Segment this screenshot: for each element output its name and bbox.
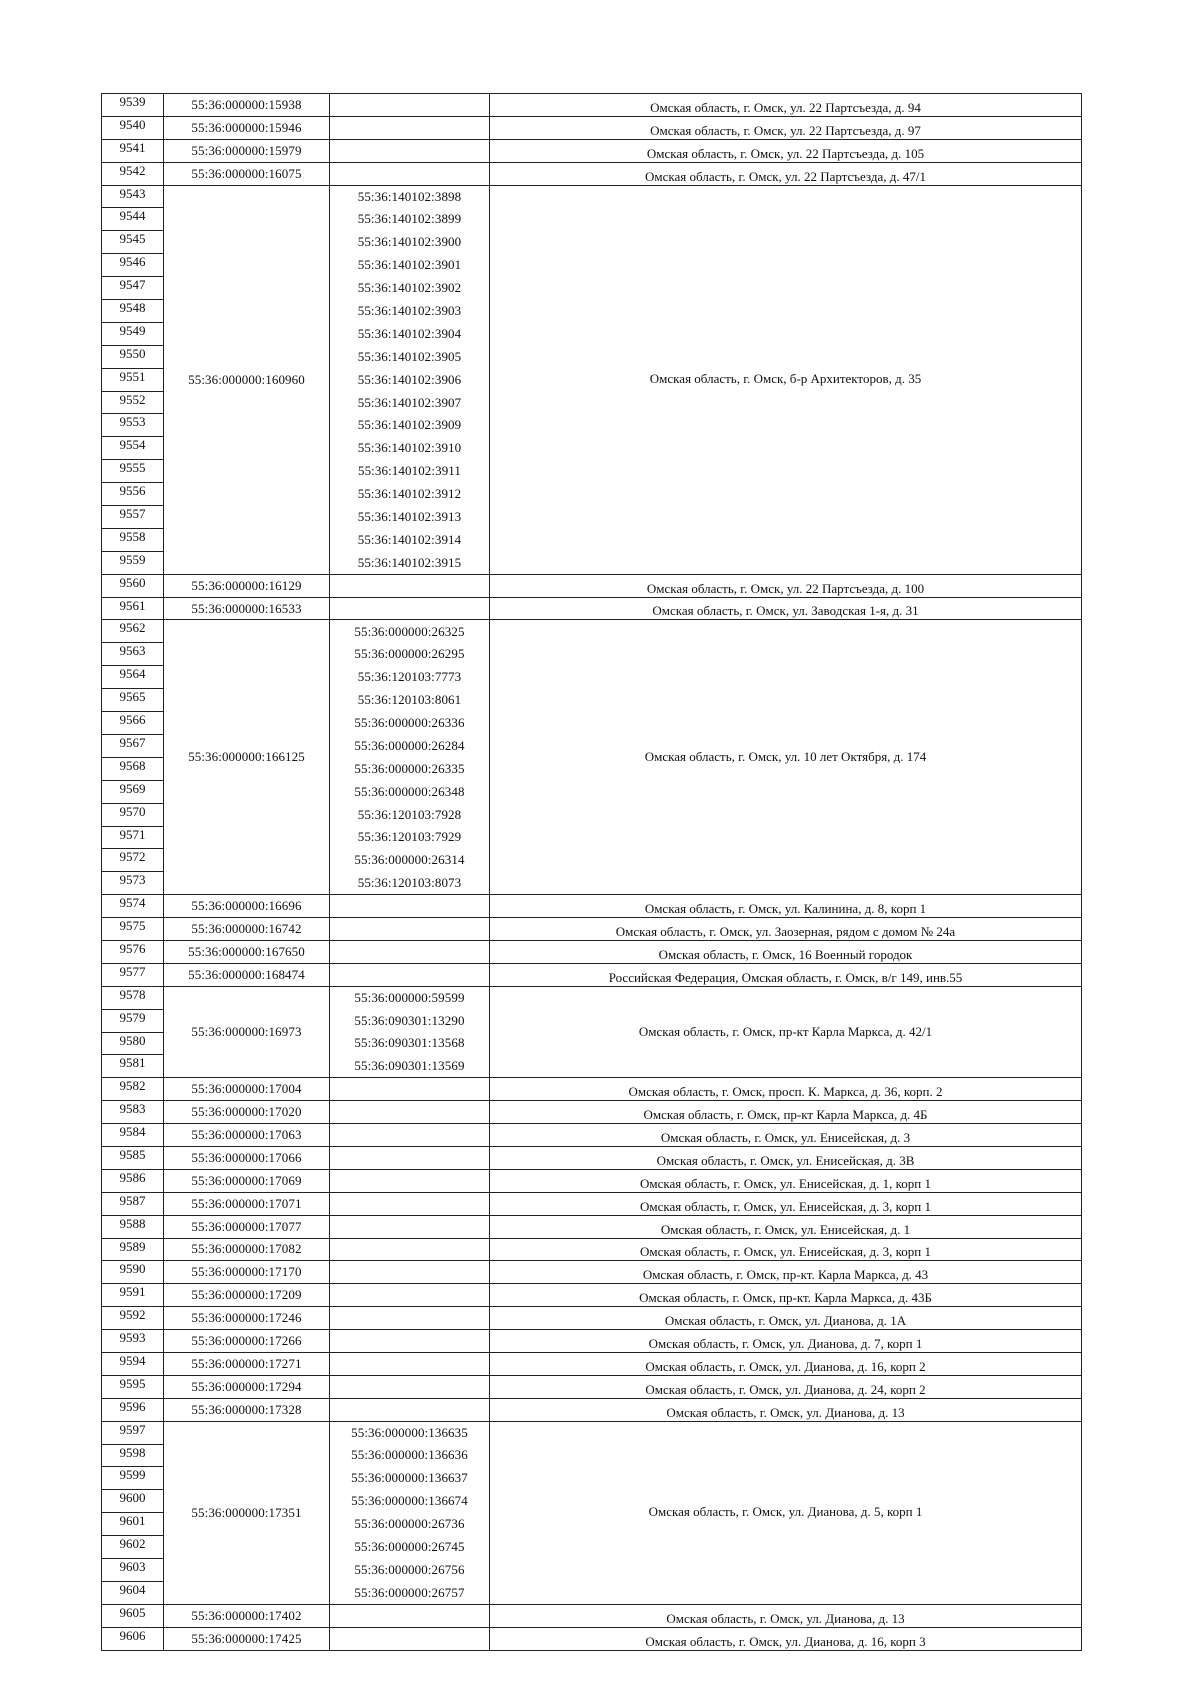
address-cell: Омская область, г. Омск, ул. Дианова, д. 5, корп 1 — [490, 1421, 1082, 1604]
row-number-cell: 9587 — [102, 1192, 164, 1215]
address-cell: Омская область, г. Омск, ул. Дианова, д. 13 — [490, 1398, 1082, 1421]
sub-cadastral-number-cell: 55:36:140102:3901 — [330, 254, 490, 277]
cadastral-number-cell: 55:36:000000:16129 — [164, 574, 330, 597]
address-cell: Омская область, г. Омск, ул. Дианова, д. 1А — [490, 1307, 1082, 1330]
cadastral-number-cell: 55:36:000000:17402 — [164, 1604, 330, 1627]
sub-cadastral-number-cell — [330, 1352, 490, 1375]
table-row — [102, 1101, 1082, 1124]
sub-cadastral-number-cell: 55:36:000000:136635 — [330, 1421, 490, 1444]
sub-cadastral-number-cell — [330, 1238, 490, 1261]
table-row — [102, 940, 1082, 963]
address-cell: Омская область, г. Омск, ул. 22 Партсъезда, д. 105 — [490, 139, 1082, 162]
row-number-cell: 9571 — [102, 826, 164, 849]
row-number-cell: 9602 — [102, 1536, 164, 1559]
registry-table — [101, 93, 1082, 1651]
sub-cadastral-number-cell — [330, 895, 490, 918]
cadastral-number-cell: 55:36:000000:16075 — [164, 162, 330, 185]
sub-cadastral-number-cell: 55:36:000000:26284 — [330, 734, 490, 757]
row-number-cell: 9546 — [102, 254, 164, 277]
sub-cadastral-number-cell: 55:36:140102:3914 — [330, 528, 490, 551]
cadastral-number-cell: 55:36:000000:17071 — [164, 1192, 330, 1215]
sub-cadastral-number-cell — [330, 1261, 490, 1284]
table-row — [102, 1398, 1082, 1421]
sub-cadastral-number-cell: 55:36:140102:3899 — [330, 208, 490, 231]
address-cell: Омская область, г. Омск, ул. Калинина, д. 8, корп 1 — [490, 895, 1082, 918]
row-number-cell: 9566 — [102, 712, 164, 735]
row-number-cell: 9603 — [102, 1559, 164, 1582]
row-number-cell: 9570 — [102, 803, 164, 826]
address-cell: Омская область, г. Омск, ул. 22 Партсъезда, д. 100 — [490, 574, 1082, 597]
table-row — [102, 986, 1082, 1009]
address-cell: Омская область, г. Омск, ул. 22 Партсъезда, д. 94 — [490, 94, 1082, 117]
sub-cadastral-number-cell — [330, 1307, 490, 1330]
row-number-cell: 9556 — [102, 483, 164, 506]
table-row — [102, 139, 1082, 162]
sub-cadastral-number-cell: 55:36:140102:3907 — [330, 391, 490, 414]
row-number-cell: 9540 — [102, 116, 164, 139]
sub-cadastral-number-cell — [330, 1192, 490, 1215]
row-number-cell: 9554 — [102, 437, 164, 460]
row-number-cell: 9597 — [102, 1421, 164, 1444]
cadastral-number-cell: 55:36:000000:16533 — [164, 597, 330, 620]
row-number-cell: 9605 — [102, 1604, 164, 1627]
row-number-cell: 9600 — [102, 1490, 164, 1513]
sub-cadastral-number-cell: 55:36:000000:26336 — [330, 712, 490, 735]
row-number-cell: 9578 — [102, 986, 164, 1009]
sub-cadastral-number-cell: 55:36:090301:13569 — [330, 1055, 490, 1078]
cadastral-number-cell: 55:36:000000:17246 — [164, 1307, 330, 1330]
row-number-cell: 9592 — [102, 1307, 164, 1330]
row-number-cell: 9561 — [102, 597, 164, 620]
cadastral-number-cell: 55:36:000000:17170 — [164, 1261, 330, 1284]
row-number-cell: 9559 — [102, 551, 164, 574]
sub-cadastral-number-cell — [330, 1101, 490, 1124]
address-cell: Омская область, г. Омск, ул. Дианова, д. 16, корп 2 — [490, 1352, 1082, 1375]
row-number-cell: 9581 — [102, 1055, 164, 1078]
sub-cadastral-number-cell — [330, 597, 490, 620]
table-row — [102, 1627, 1082, 1650]
row-number-cell: 9582 — [102, 1078, 164, 1101]
address-cell: Омская область, г. Омск, ул. Дианова, д. 16, корп 3 — [490, 1627, 1082, 1650]
sub-cadastral-number-cell: 55:36:140102:3902 — [330, 277, 490, 300]
address-cell: Омская область, г. Омск, ул. Енисейская, д. 3, корп 1 — [490, 1192, 1082, 1215]
sub-cadastral-number-cell — [330, 1146, 490, 1169]
table-row — [102, 116, 1082, 139]
address-cell: Омская область, г. Омск, ул. Заозерная, рядом с домом № 24а — [490, 918, 1082, 941]
address-cell: Омская область, г. Омск, ул. Енисейская, д. 3 — [490, 1124, 1082, 1147]
row-number-cell: 9568 — [102, 757, 164, 780]
cadastral-number-cell: 55:36:000000:17069 — [164, 1169, 330, 1192]
row-number-cell: 9552 — [102, 391, 164, 414]
registry-table-body — [102, 94, 1082, 1651]
sub-cadastral-number-cell — [330, 1375, 490, 1398]
cadastral-number-cell: 55:36:000000:17066 — [164, 1146, 330, 1169]
sub-cadastral-number-cell: 55:36:140102:3898 — [330, 185, 490, 208]
table-row — [102, 1078, 1082, 1101]
row-number-cell: 9586 — [102, 1169, 164, 1192]
cadastral-number-cell: 55:36:000000:16742 — [164, 918, 330, 941]
table-row — [102, 1375, 1082, 1398]
cadastral-number-cell: 55:36:000000:160960 — [164, 185, 330, 574]
cadastral-number-cell: 55:36:000000:17020 — [164, 1101, 330, 1124]
address-cell: Омская область, г. Омск, ул. Енисейская, д. 3, корп 1 — [490, 1238, 1082, 1261]
row-number-cell: 9579 — [102, 1009, 164, 1032]
sub-cadastral-number-cell: 55:36:000000:26745 — [330, 1536, 490, 1559]
table-row — [102, 1284, 1082, 1307]
row-number-cell: 9591 — [102, 1284, 164, 1307]
row-number-cell: 9545 — [102, 231, 164, 254]
cadastral-number-cell: 55:36:000000:167650 — [164, 940, 330, 963]
address-cell: Омская область, г. Омск, ул. Дианова, д. 13 — [490, 1604, 1082, 1627]
row-number-cell: 9543 — [102, 185, 164, 208]
sub-cadastral-number-cell: 55:36:140102:3904 — [330, 322, 490, 345]
address-cell: Омская область, г. Омск, ул. 22 Партсъезда, д. 47/1 — [490, 162, 1082, 185]
address-cell: Российская Федерация, Омская область, г. Омск, в/г 149, инв.55 — [490, 963, 1082, 986]
cadastral-number-cell: 55:36:000000:168474 — [164, 963, 330, 986]
cadastral-number-cell: 55:36:000000:17266 — [164, 1330, 330, 1353]
sub-cadastral-number-cell: 55:36:140102:3911 — [330, 460, 490, 483]
sub-cadastral-number-cell: 55:36:140102:3906 — [330, 368, 490, 391]
row-number-cell: 9550 — [102, 345, 164, 368]
cadastral-number-cell: 55:36:000000:17425 — [164, 1627, 330, 1650]
row-number-cell: 9598 — [102, 1444, 164, 1467]
row-number-cell: 9580 — [102, 1032, 164, 1055]
row-number-cell: 9576 — [102, 940, 164, 963]
address-cell: Омская область, г. Омск, ул. Енисейская, д. 1, корп 1 — [490, 1169, 1082, 1192]
table-row — [102, 963, 1082, 986]
cadastral-number-cell: 55:36:000000:17328 — [164, 1398, 330, 1421]
sub-cadastral-number-cell: 55:36:120103:7929 — [330, 826, 490, 849]
sub-cadastral-number-cell — [330, 139, 490, 162]
row-number-cell: 9567 — [102, 734, 164, 757]
row-number-cell: 9539 — [102, 94, 164, 117]
cadastral-number-cell: 55:36:000000:15979 — [164, 139, 330, 162]
sub-cadastral-number-cell: 55:36:140102:3913 — [330, 506, 490, 529]
table-row — [102, 1124, 1082, 1147]
table-row — [102, 1215, 1082, 1238]
sub-cadastral-number-cell: 55:36:140102:3910 — [330, 437, 490, 460]
sub-cadastral-number-cell — [330, 918, 490, 941]
row-number-cell: 9555 — [102, 460, 164, 483]
cadastral-number-cell: 55:36:000000:17271 — [164, 1352, 330, 1375]
table-row — [102, 895, 1082, 918]
row-number-cell: 9562 — [102, 620, 164, 643]
row-number-cell: 9589 — [102, 1238, 164, 1261]
table-row — [102, 574, 1082, 597]
table-row — [102, 185, 1082, 208]
sub-cadastral-number-cell — [330, 1078, 490, 1101]
cadastral-number-cell: 55:36:000000:15946 — [164, 116, 330, 139]
sub-cadastral-number-cell: 55:36:000000:26325 — [330, 620, 490, 643]
row-number-cell: 9564 — [102, 666, 164, 689]
row-number-cell: 9596 — [102, 1398, 164, 1421]
address-cell: Омская область, г. Омск, пр-кт. Карла Маркса, д. 43Б — [490, 1284, 1082, 1307]
table-row — [102, 1307, 1082, 1330]
address-cell: Омская область, г. Омск, ул. 22 Партсъезда, д. 97 — [490, 116, 1082, 139]
table-row — [102, 162, 1082, 185]
sub-cadastral-number-cell: 55:36:000000:26295 — [330, 643, 490, 666]
address-cell: Омская область, г. Омск, пр-кт. Карла Маркса, д. 43 — [490, 1261, 1082, 1284]
sub-cadastral-number-cell: 55:36:120103:7928 — [330, 803, 490, 826]
row-number-cell: 9574 — [102, 895, 164, 918]
cadastral-number-cell: 55:36:000000:16973 — [164, 986, 330, 1078]
row-number-cell: 9551 — [102, 368, 164, 391]
address-cell: Омская область, г. Омск, 16 Военный городок — [490, 940, 1082, 963]
table-row — [102, 620, 1082, 643]
sub-cadastral-number-cell — [330, 1627, 490, 1650]
row-number-cell: 9569 — [102, 780, 164, 803]
sub-cadastral-number-cell — [330, 1169, 490, 1192]
sub-cadastral-number-cell — [330, 1215, 490, 1238]
address-cell: Омская область, г. Омск, ул. Енисейская, д. 1 — [490, 1215, 1082, 1238]
sub-cadastral-number-cell — [330, 940, 490, 963]
row-number-cell: 9547 — [102, 277, 164, 300]
address-cell: Омская область, г. Омск, пр-кт Карла Маркса, д. 4Б — [490, 1101, 1082, 1124]
row-number-cell: 9601 — [102, 1513, 164, 1536]
row-number-cell: 9541 — [102, 139, 164, 162]
sub-cadastral-number-cell: 55:36:120103:7773 — [330, 666, 490, 689]
sub-cadastral-number-cell: 55:36:120103:8061 — [330, 689, 490, 712]
sub-cadastral-number-cell — [330, 1398, 490, 1421]
table-row — [102, 1192, 1082, 1215]
sub-cadastral-number-cell: 55:36:140102:3915 — [330, 551, 490, 574]
table-row — [102, 1238, 1082, 1261]
sub-cadastral-number-cell: 55:36:000000:26756 — [330, 1559, 490, 1582]
sub-cadastral-number-cell: 55:36:140102:3912 — [330, 483, 490, 506]
sub-cadastral-number-cell — [330, 116, 490, 139]
sub-cadastral-number-cell — [330, 162, 490, 185]
sub-cadastral-number-cell: 55:36:000000:26736 — [330, 1513, 490, 1536]
address-cell: Омская область, г. Омск, пр-кт Карла Маркса, д. 42/1 — [490, 986, 1082, 1078]
row-number-cell: 9588 — [102, 1215, 164, 1238]
cadastral-number-cell: 55:36:000000:17082 — [164, 1238, 330, 1261]
address-cell: Омская область, г. Омск, ул. Енисейская, д. 3В — [490, 1146, 1082, 1169]
cadastral-number-cell: 55:36:000000:16696 — [164, 895, 330, 918]
row-number-cell: 9595 — [102, 1375, 164, 1398]
row-number-cell: 9604 — [102, 1581, 164, 1604]
table-row — [102, 1352, 1082, 1375]
row-number-cell: 9558 — [102, 528, 164, 551]
sub-cadastral-number-cell: 55:36:140102:3900 — [330, 231, 490, 254]
row-number-cell: 9553 — [102, 414, 164, 437]
sub-cadastral-number-cell: 55:36:000000:26335 — [330, 757, 490, 780]
cadastral-number-cell: 55:36:000000:17063 — [164, 1124, 330, 1147]
sub-cadastral-number-cell: 55:36:000000:59599 — [330, 986, 490, 1009]
table-row — [102, 597, 1082, 620]
table-row — [102, 1146, 1082, 1169]
row-number-cell: 9606 — [102, 1627, 164, 1650]
cadastral-number-cell: 55:36:000000:17209 — [164, 1284, 330, 1307]
sub-cadastral-number-cell: 55:36:140102:3903 — [330, 300, 490, 323]
cadastral-number-cell: 55:36:000000:17004 — [164, 1078, 330, 1101]
sub-cadastral-number-cell: 55:36:120103:8073 — [330, 872, 490, 895]
address-cell: Омская область, г. Омск, б-р Архитекторов, д. 35 — [490, 185, 1082, 574]
row-number-cell: 9575 — [102, 918, 164, 941]
sub-cadastral-number-cell: 55:36:140102:3905 — [330, 345, 490, 368]
sub-cadastral-number-cell: 55:36:000000:136637 — [330, 1467, 490, 1490]
row-number-cell: 9599 — [102, 1467, 164, 1490]
row-number-cell: 9585 — [102, 1146, 164, 1169]
row-number-cell: 9584 — [102, 1124, 164, 1147]
table-row — [102, 1169, 1082, 1192]
sub-cadastral-number-cell: 55:36:000000:26348 — [330, 780, 490, 803]
sub-cadastral-number-cell — [330, 963, 490, 986]
address-cell: Омская область, г. Омск, ул. 10 лет Октября, д. 174 — [490, 620, 1082, 895]
row-number-cell: 9573 — [102, 872, 164, 895]
sub-cadastral-number-cell — [330, 1284, 490, 1307]
sub-cadastral-number-cell: 55:36:000000:26757 — [330, 1581, 490, 1604]
sub-cadastral-number-cell: 55:36:000000:136674 — [330, 1490, 490, 1513]
row-number-cell: 9557 — [102, 506, 164, 529]
address-cell: Омская область, г. Омск, ул. Дианова, д. 7, корп 1 — [490, 1330, 1082, 1353]
table-row — [102, 918, 1082, 941]
sub-cadastral-number-cell — [330, 94, 490, 117]
row-number-cell: 9577 — [102, 963, 164, 986]
sub-cadastral-number-cell: 55:36:090301:13568 — [330, 1032, 490, 1055]
sub-cadastral-number-cell: 55:36:000000:136636 — [330, 1444, 490, 1467]
table-row — [102, 1604, 1082, 1627]
row-number-cell: 9593 — [102, 1330, 164, 1353]
row-number-cell: 9548 — [102, 300, 164, 323]
table-row — [102, 1261, 1082, 1284]
cadastral-number-cell: 55:36:000000:17351 — [164, 1421, 330, 1604]
cadastral-number-cell: 55:36:000000:17294 — [164, 1375, 330, 1398]
cadastral-number-cell: 55:36:000000:15938 — [164, 94, 330, 117]
sub-cadastral-number-cell — [330, 1604, 490, 1627]
address-cell: Омская область, г. Омск, ул. Дианова, д. 24, корп 2 — [490, 1375, 1082, 1398]
row-number-cell: 9563 — [102, 643, 164, 666]
row-number-cell: 9549 — [102, 322, 164, 345]
address-cell: Омская область, г. Омск, ул. Заводская 1-я, д. 31 — [490, 597, 1082, 620]
row-number-cell: 9544 — [102, 208, 164, 231]
row-number-cell: 9560 — [102, 574, 164, 597]
sub-cadastral-number-cell: 55:36:000000:26314 — [330, 849, 490, 872]
row-number-cell: 9594 — [102, 1352, 164, 1375]
table-row — [102, 1330, 1082, 1353]
row-number-cell: 9565 — [102, 689, 164, 712]
row-number-cell: 9542 — [102, 162, 164, 185]
table-row — [102, 1421, 1082, 1444]
cadastral-number-cell: 55:36:000000:17077 — [164, 1215, 330, 1238]
sub-cadastral-number-cell — [330, 1124, 490, 1147]
row-number-cell: 9590 — [102, 1261, 164, 1284]
sub-cadastral-number-cell — [330, 574, 490, 597]
address-cell: Омская область, г. Омск, просп. К. Маркса, д. 36, корп. 2 — [490, 1078, 1082, 1101]
cadastral-number-cell: 55:36:000000:166125 — [164, 620, 330, 895]
sub-cadastral-number-cell: 55:36:090301:13290 — [330, 1009, 490, 1032]
row-number-cell: 9583 — [102, 1101, 164, 1124]
table-row — [102, 94, 1082, 117]
sub-cadastral-number-cell — [330, 1330, 490, 1353]
sub-cadastral-number-cell: 55:36:140102:3909 — [330, 414, 490, 437]
row-number-cell: 9572 — [102, 849, 164, 872]
